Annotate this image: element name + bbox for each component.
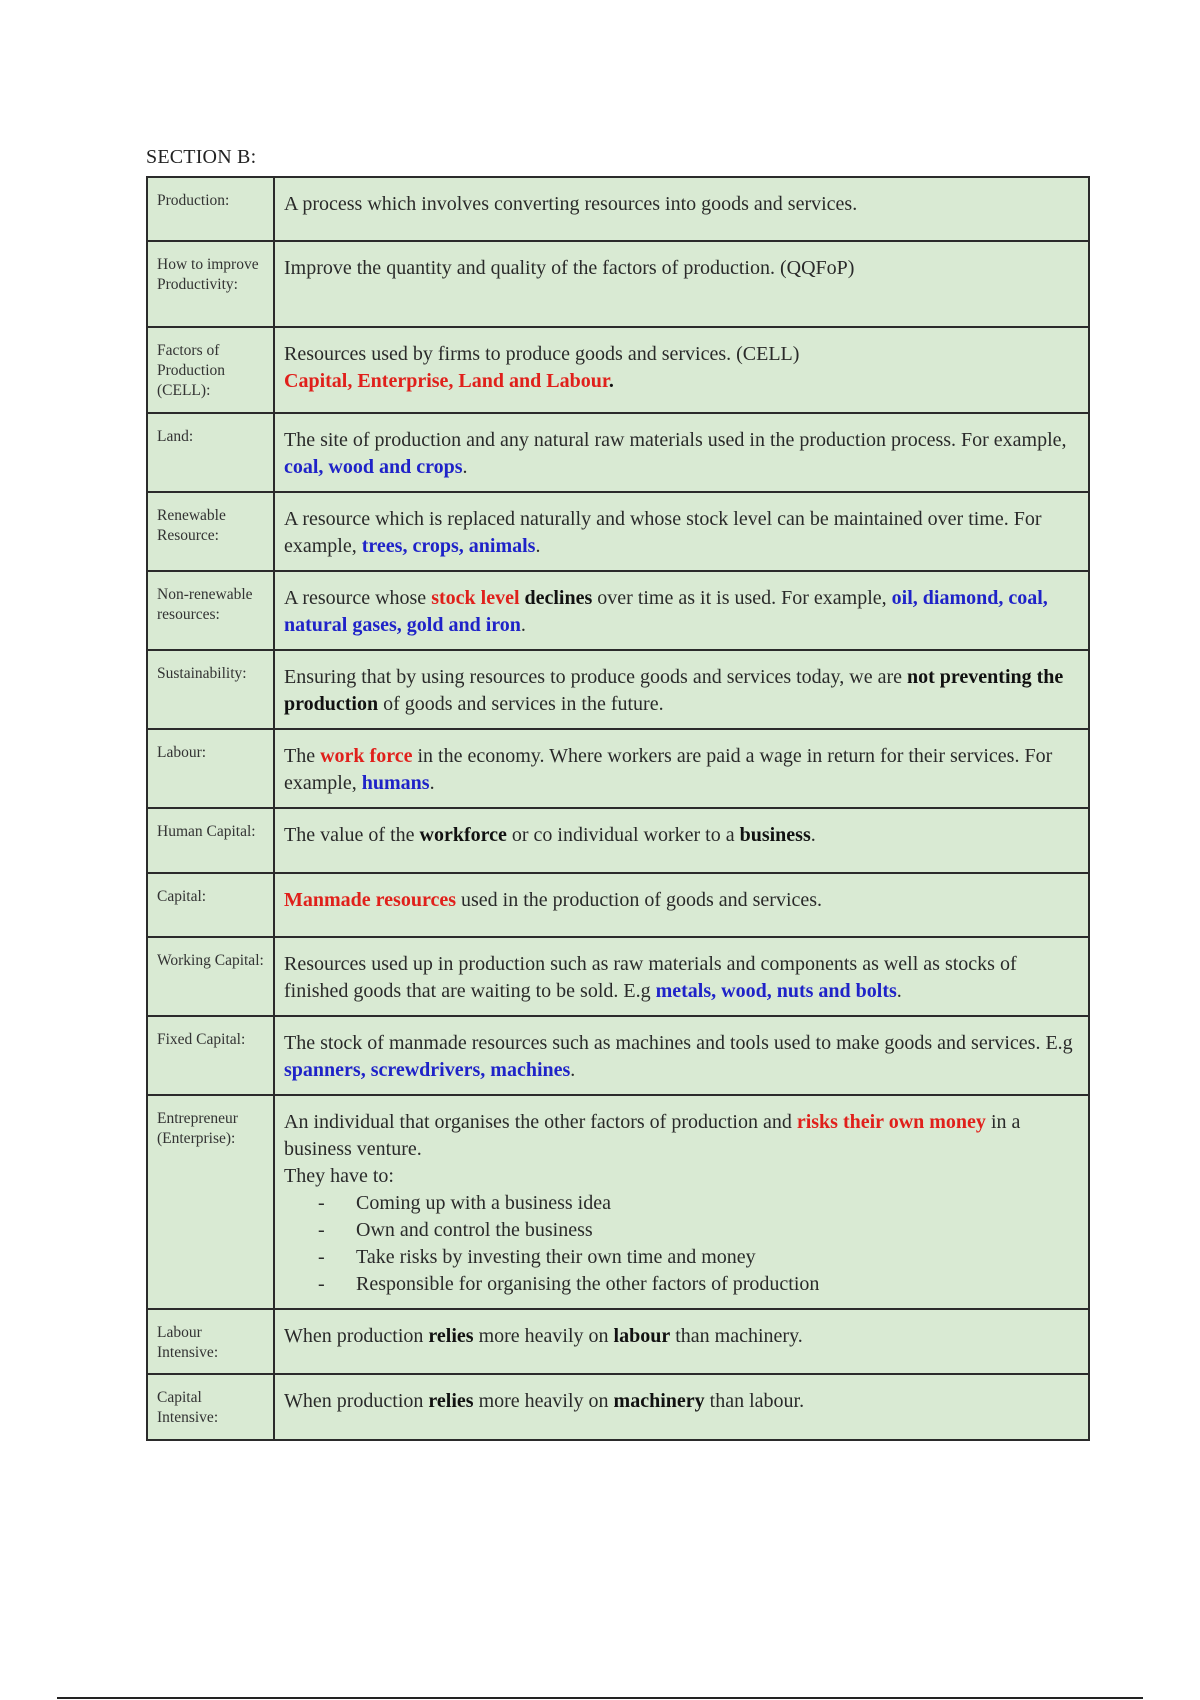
definition-cell [274, 413, 1089, 492]
table-row [147, 1374, 1089, 1440]
highlight-bold: relies [428, 1325, 474, 1347]
table-row [147, 808, 1089, 873]
definition-text: more heavily on [473, 1390, 614, 1412]
definition-text: over time as it is used. For example, [592, 587, 892, 609]
definition-text: Ensuring that by using resources to produce goods and services today, we are [284, 666, 907, 688]
term-cell: Working Capital: [147, 937, 274, 1016]
definition-text: A resource which is replaced naturally and whose stock level can be maintained over time. For example, [284, 508, 1042, 557]
definition-text: than labour. [704, 1390, 805, 1412]
highlight-red: work force [320, 745, 413, 767]
definition-text: When production [284, 1325, 429, 1347]
highlight-red: Manmade resources [284, 889, 457, 911]
term-cell: Labour: [147, 729, 274, 808]
term-cell: Entrepreneur (Enterprise): [147, 1095, 274, 1309]
table-row [147, 571, 1089, 650]
definition-text: . [608, 370, 614, 392]
term-cell: Factors of Production (CELL): [147, 327, 274, 413]
definition-text: . [896, 980, 902, 1002]
definition-text: in a business venture. [284, 1111, 1021, 1160]
highlight-blue: spanners, screwdrivers, machines [284, 1059, 571, 1081]
definition-text: An individual that organises the other factors of production and [284, 1111, 797, 1133]
highlight-bold: not preventing the production [284, 666, 1064, 715]
definition-text: . [462, 456, 468, 478]
highlight-blue: coal, wood and crops [284, 456, 463, 478]
definition-text: A resource whose [284, 587, 432, 609]
table-row [147, 1309, 1089, 1374]
term-cell: Capital: [147, 873, 274, 937]
definition-cell [274, 571, 1089, 650]
definition-cell [274, 1016, 1089, 1095]
definition-text: The stock of manmade resources such as machines and tools used to make goods and services. E.g [284, 1032, 1073, 1054]
term-cell: Non-renewable resources: [147, 571, 274, 650]
definition-cell [274, 1309, 1089, 1374]
definition-cell [274, 1374, 1089, 1440]
table-row [147, 650, 1089, 729]
term-cell: Land: [147, 413, 274, 492]
table-row [147, 873, 1089, 937]
highlight-bold: declines [519, 587, 593, 609]
duties-intro: They have to: [284, 1165, 394, 1187]
highlight-blue: metals, wood, nuts and bolts [655, 980, 897, 1002]
term-cell: Capital Intensive: [147, 1374, 274, 1440]
highlight-bold: business [739, 824, 811, 846]
definition-text: than machinery. [670, 1325, 803, 1347]
definition-text: of goods and services in the future. [378, 693, 664, 715]
highlight-red: risks their own money [796, 1111, 986, 1133]
table-row [147, 413, 1089, 492]
list-item: - Take risks by investing their own time and money [318, 1244, 1078, 1271]
highlight-blue: trees, crops, animals [361, 535, 536, 557]
highlight-bold: workforce [419, 824, 507, 846]
highlight-red: Capital, Enterprise, Land and Labour [284, 370, 609, 392]
definition-text: . [520, 614, 526, 636]
highlight-bold: relies [428, 1390, 474, 1412]
definition-cell [274, 937, 1089, 1016]
definition-text: or co individual worker to a [506, 824, 740, 846]
glossary-table [146, 176, 1090, 1441]
table-row [147, 729, 1089, 808]
definition-cell [274, 650, 1089, 729]
definition-text: The [284, 745, 321, 767]
section-title: SECTION B: [146, 146, 257, 168]
definition-cell [274, 327, 1089, 413]
highlight-bold: machinery [613, 1390, 705, 1412]
definition-text: used in the production of goods and services. [456, 889, 823, 911]
term-cell: Renewable Resource: [147, 492, 274, 571]
definition-cell: Improve the quantity and quality of the factors of production. (QQFoP) [274, 241, 1089, 327]
highlight-blue: humans [361, 772, 430, 794]
term-cell: Fixed Capital: [147, 1016, 274, 1095]
list-item: - Responsible for organising the other factors of production [318, 1271, 1078, 1298]
definition-text: . [810, 824, 816, 846]
definition-text: in the economy. Where workers are paid a wage in return for their services. For example, [284, 745, 1053, 794]
term-cell: Sustainability: [147, 650, 274, 729]
definition-text: . [535, 535, 541, 557]
term-cell: Labour Intensive: [147, 1309, 274, 1374]
definition-cell: A process which involves converting resources into goods and services. [274, 177, 1089, 241]
definition-text: When production [284, 1390, 429, 1412]
definition-cell [274, 729, 1089, 808]
list-item: - Coming up with a business idea [318, 1190, 1078, 1217]
definition-cell [274, 808, 1089, 873]
highlight-red: stock level [431, 587, 520, 609]
table-row [147, 327, 1089, 413]
definition-text: The value of the [284, 824, 420, 846]
term-cell: How to improve Productivity: [147, 241, 274, 327]
table-row [147, 1095, 1089, 1309]
table-row [147, 177, 1089, 241]
definition-text: Resources used by firms to produce goods and services. (CELL) [284, 343, 800, 365]
table-row [147, 492, 1089, 571]
definition-text: . [570, 1059, 576, 1081]
table-row [147, 241, 1089, 327]
highlight-blue: oil, diamond, coal, natural gases, gold and iron [284, 587, 1048, 636]
term-cell: Human Capital: [147, 808, 274, 873]
table-row [147, 937, 1089, 1016]
definition-text: The site of production and any natural raw materials used in the production process. For example, [284, 429, 1067, 451]
definition-cell [274, 1095, 1089, 1309]
definition-text: more heavily on [473, 1325, 614, 1347]
highlight-bold: labour [613, 1325, 671, 1347]
table-row [147, 1016, 1089, 1095]
definition-text: Resources used up in production such as raw materials and components as well as stocks of finished goods that are waiting to be sold. E.g [284, 953, 1017, 1002]
footer-divider [57, 1697, 1143, 1699]
definition-cell [274, 873, 1089, 937]
definition-text: . [429, 772, 435, 794]
term-cell: Production: [147, 177, 274, 241]
list-item: - Own and control the business [318, 1217, 1078, 1244]
duties-list [284, 1190, 1078, 1298]
definition-cell [274, 492, 1089, 571]
